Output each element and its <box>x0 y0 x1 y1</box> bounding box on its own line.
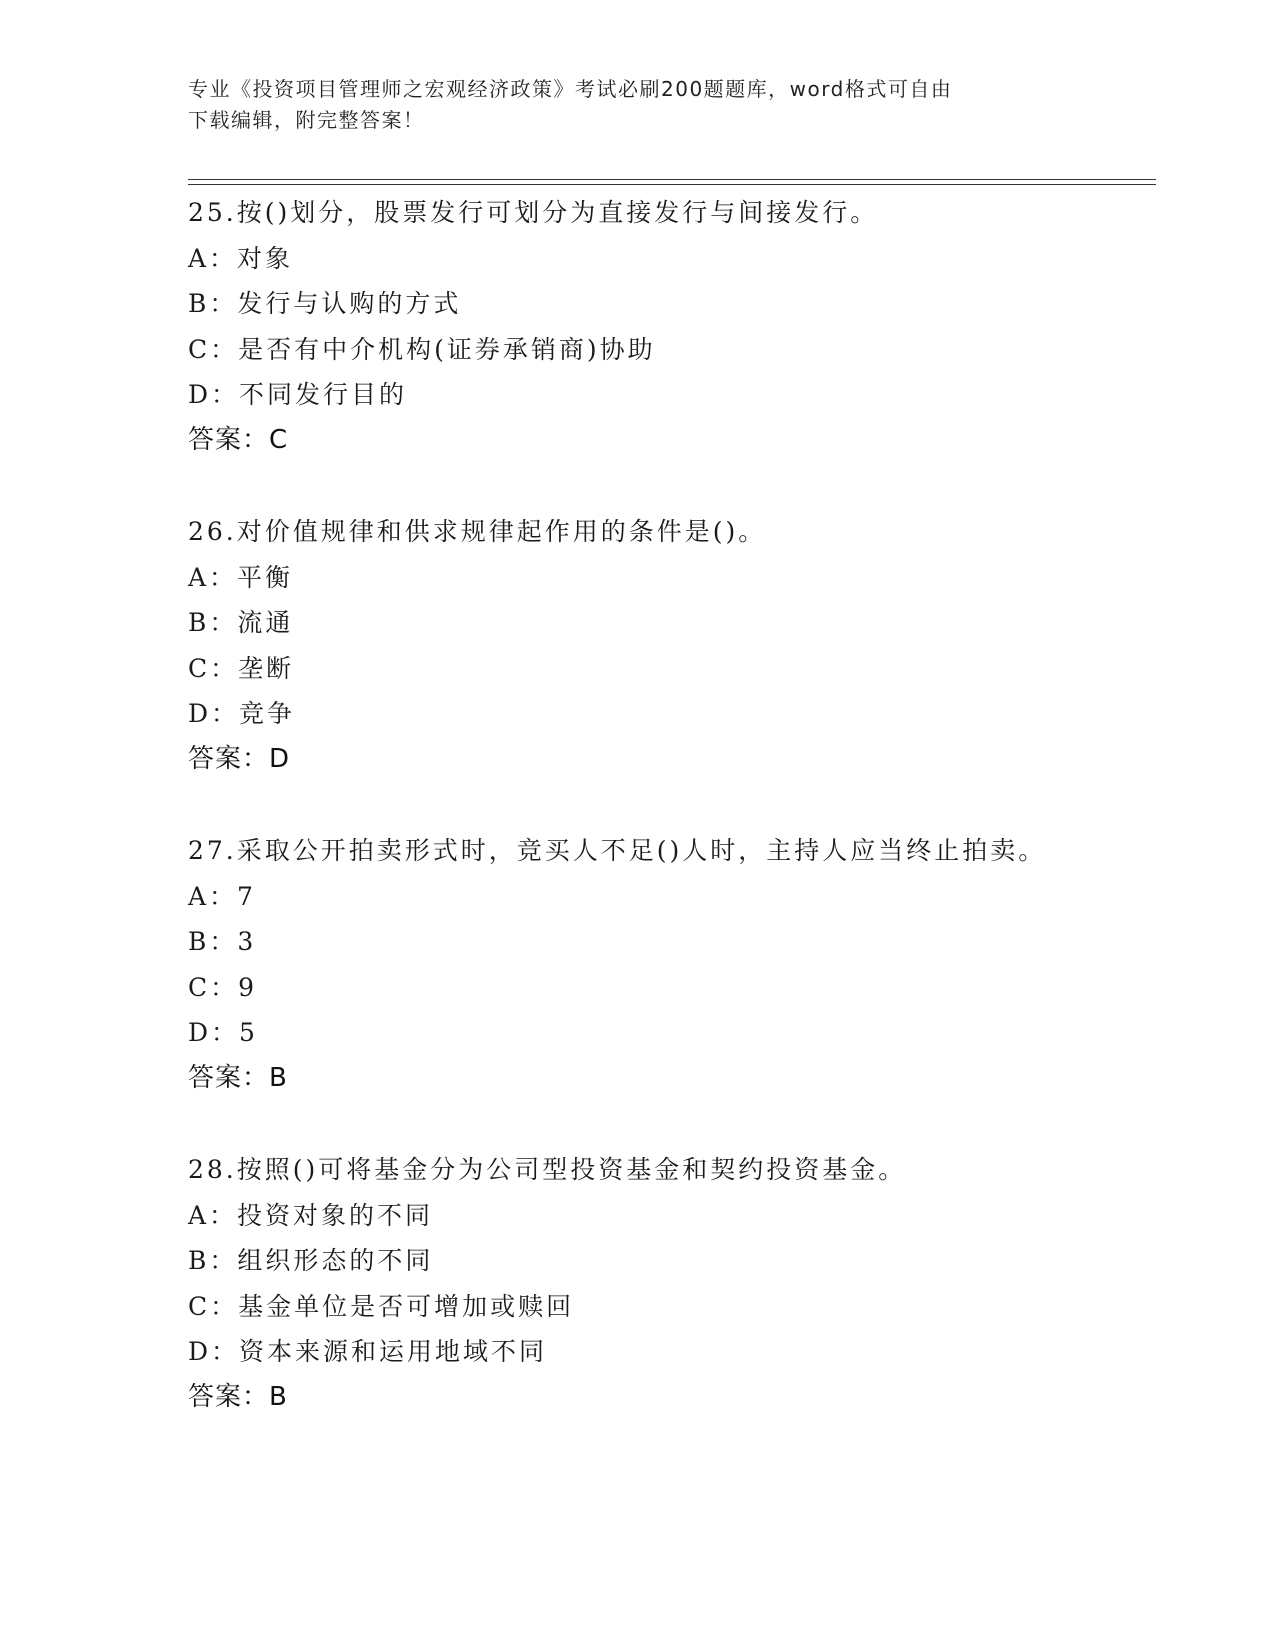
question-28 <box>188 1147 1148 1420</box>
header-line-2: 下载编辑，附完整答案！ <box>188 108 425 132</box>
option-a: A：对象 <box>188 243 294 273</box>
option-a: A：平衡 <box>188 562 294 592</box>
option-c: C：垄断 <box>188 653 295 683</box>
option-b: B：发行与认购的方式 <box>188 289 462 318</box>
question-stem: 26.对价值规律和供求规律起作用的条件是()。 <box>188 517 767 546</box>
question-27 <box>188 828 1148 1101</box>
option-d: D：5 <box>188 1018 258 1047</box>
option-c: C：基金单位是否可增加或赎回 <box>188 1291 575 1321</box>
option-d: D：不同发行目的 <box>188 380 408 409</box>
question-stem: 25.按()划分，股票发行可划分为直接发行与间接发行。 <box>188 198 879 227</box>
option-d: D：竞争 <box>188 699 296 728</box>
question-stem: 28.按照()可将基金分为公司型投资基金和契约投资基金。 <box>188 1155 907 1184</box>
question-25 <box>188 190 1148 463</box>
answer-label: 答案：C <box>188 424 289 455</box>
header-divider-bottom <box>188 184 1156 185</box>
document-header <box>188 74 1068 136</box>
option-c: C：9 <box>188 972 258 1002</box>
option-b: B：流通 <box>188 608 294 637</box>
answer-label: 答案：D <box>188 743 291 774</box>
option-a: A：7 <box>188 881 256 911</box>
header-line-1: 专业《投资项目管理师之宏观经济政策》考试必刷200题题库，word格式可自由 <box>188 77 953 101</box>
option-d: D：资本来源和运用地域不同 <box>188 1337 548 1366</box>
option-b: B：组织形态的不同 <box>188 1246 434 1275</box>
question-stem: 27.采取公开拍卖形式时，竞买人不足()人时，主持人应当终止拍卖。 <box>188 836 1047 865</box>
option-b: B：3 <box>188 927 257 956</box>
question-26 <box>188 509 1148 782</box>
question-list <box>188 190 1148 1420</box>
header-divider-top <box>188 179 1156 180</box>
option-a: A：投资对象的不同 <box>188 1200 434 1230</box>
answer-label: 答案：B <box>188 1062 288 1093</box>
answer-label: 答案：B <box>188 1381 288 1412</box>
option-c: C：是否有中介机构(证券承销商)协助 <box>188 334 656 364</box>
